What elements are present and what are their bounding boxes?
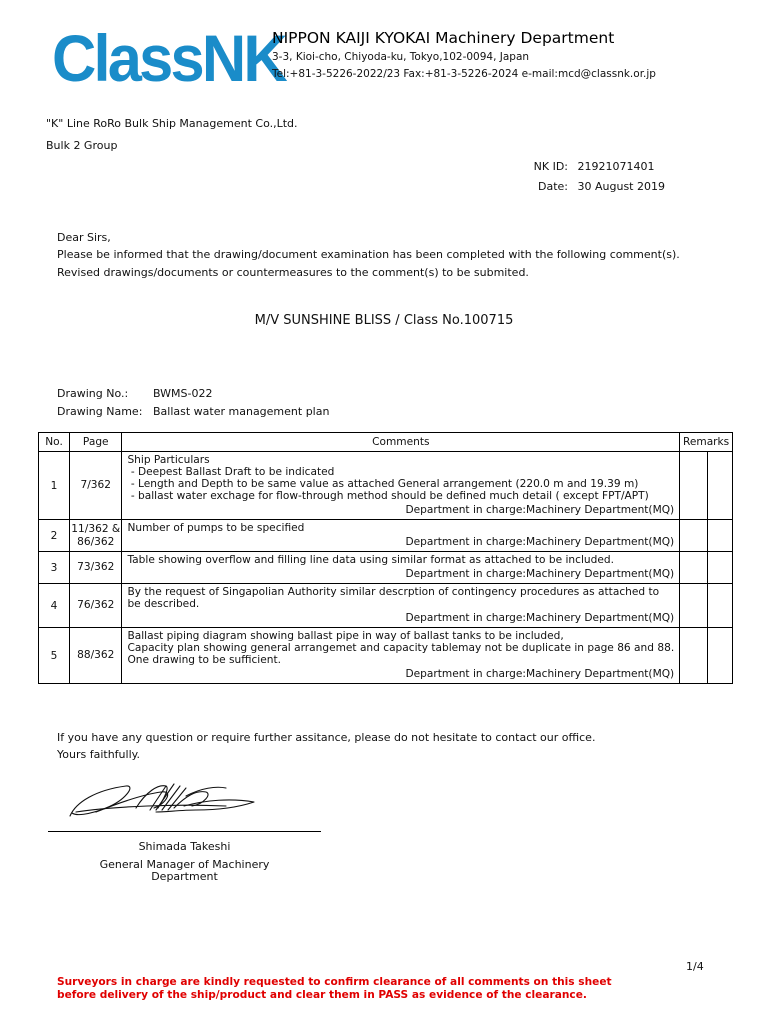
row-remarks-1 [680, 628, 708, 684]
table-header-row [39, 433, 733, 452]
row-remarks-1 [680, 452, 708, 520]
row-remarks-1 [680, 520, 708, 552]
row-page [70, 584, 122, 628]
row-remarks-2 [708, 520, 733, 552]
comment-rows [39, 452, 733, 684]
comment-line: Ballast piping diagram showing ballast pipe in way of ballast tanks to be included, [127, 630, 564, 642]
signature-line [48, 831, 321, 832]
row-remarks-2 [708, 552, 733, 584]
row-page-line: 7/362 [80, 479, 112, 491]
comment-line: Ship Particulars [127, 454, 210, 466]
row-page-line: 76/362 [77, 599, 115, 611]
header-no: No. [39, 433, 70, 452]
row-remarks-2 [708, 452, 733, 520]
date-row [500, 180, 710, 193]
comment-line: One drawing to be sufficient. [127, 654, 281, 666]
comment-line: - Length and Depth to be same value as attached General arrangement (220.0 m and 19.39 m) [127, 478, 639, 490]
row-no: 5 [39, 628, 70, 684]
department-in-charge: Department in charge:Machinery Department(MQ) [405, 536, 675, 548]
header-comments: Comments [122, 433, 680, 452]
closing-line-1: If you have any question or require further assitance, please do not hesitate to contact our office. [57, 731, 596, 744]
row-remarks-2 [708, 628, 733, 684]
row-no: 4 [39, 584, 70, 628]
letter-line-1: Please be informed that the drawing/document examination has been completed with the following comment(s). [57, 248, 680, 261]
surveyor-notice-line-1: Surveyors in charge are kindly requested to confirm clearance of all comments on this sheet [57, 976, 612, 988]
page-number: 1/4 [686, 960, 704, 973]
letter-line-2: Revised drawings/documents or countermeasures to the comment(s) to be submited. [57, 266, 529, 279]
row-no: 1 [39, 452, 70, 520]
department-in-charge: Department in charge:Machinery Department(MQ) [405, 668, 675, 680]
department-in-charge: Department in charge:Machinery Department(MQ) [405, 612, 675, 624]
row-page [70, 520, 122, 552]
signatory-title-line-1: General Manager of Machinery [99, 858, 270, 871]
surveyor-notice [57, 976, 612, 1001]
row-comment [122, 584, 680, 628]
organization-address: 3-3, Kioi-cho, Chiyoda-ku, Tokyo,102-0094, Japan [272, 51, 530, 63]
department-in-charge: Department in charge:Machinery Department(MQ) [405, 504, 675, 516]
nk-id-row [500, 160, 710, 173]
comment-line: - Deepest Ballast Draft to be indicated [127, 466, 335, 478]
nk-id-label: NK ID: [533, 160, 568, 173]
row-page-line: 11/362 & [71, 522, 121, 535]
table-row [39, 584, 733, 628]
row-page-line: 86/362 [77, 535, 115, 548]
header-page: Page [70, 433, 122, 452]
comment-line: Table showing overflow and filling line data using similar format as attached to be included. [127, 554, 614, 566]
comment-line: be described. [127, 598, 200, 610]
date-value: 30 August 2019 [577, 180, 665, 193]
table-row [39, 628, 733, 684]
row-comment [122, 520, 680, 552]
row-no: 3 [39, 552, 70, 584]
recipient-company: "K" Line RoRo Bulk Ship Management Co.,Ltd. [46, 117, 298, 130]
organization-name: NIPPON KAIJI KYOKAI Machinery Department [272, 29, 615, 47]
recipient-group: Bulk 2 Group [46, 139, 118, 152]
comments-table [38, 432, 733, 684]
department-in-charge: Department in charge:Machinery Department(MQ) [405, 568, 675, 580]
classnk-logo: ClassNK [52, 21, 285, 95]
row-page-line: 88/362 [77, 649, 115, 661]
row-remarks-2 [708, 584, 733, 628]
organization-contact: Tel:+81-3-5226-2022/23 Fax:+81-3-5226-2024 e-mail:mcd@classnk.or.jp [272, 68, 656, 80]
row-page-line: 73/362 [77, 561, 115, 573]
row-page [70, 552, 122, 584]
drawing-name-label: Drawing Name: [57, 405, 143, 418]
signatory-name: Shimada Takeshi [138, 840, 231, 853]
table-row [39, 452, 733, 520]
row-comment [122, 628, 680, 684]
date-label: Date: [538, 180, 568, 193]
table-row [39, 552, 733, 584]
drawing-no: BWMS-022 [153, 387, 213, 400]
row-remarks-1 [680, 584, 708, 628]
ship-title: M/V SUNSHINE BLISS / Class No.100715 [254, 313, 514, 328]
drawing-name: Ballast water management plan [153, 405, 330, 418]
closing-line-2: Yours faithfully. [57, 748, 141, 761]
surveyor-notice-line-2: before delivery of the ship/product and clear them in PASS as evidence of the clearance. [57, 988, 587, 1001]
row-comment [122, 452, 680, 520]
row-comment [122, 552, 680, 584]
nk-id-value: 21921071401 [577, 160, 655, 173]
comment-line: By the request of Singapolian Authority similar descrption of contingency procedures as attached to [127, 586, 660, 598]
signatory-title-line-2: Department [151, 870, 218, 883]
salutation: Dear Sirs, [57, 231, 111, 244]
table-row [39, 520, 733, 552]
row-remarks-1 [680, 552, 708, 584]
comment-line: - ballast water exchage for flow-through method should be defined much detail ( except FPT/APT) [127, 490, 649, 502]
comment-line: Number of pumps to be specified [127, 522, 305, 534]
row-page [70, 628, 122, 684]
drawing-no-label: Drawing No.: [57, 387, 129, 400]
row-page [70, 452, 122, 520]
header-remarks: Remarks [680, 433, 733, 452]
row-no: 2 [39, 520, 70, 552]
comment-line: Capacity plan showing general arrangemet and capacity tablemay not be duplicate in page 86 and 88. [127, 642, 675, 654]
handwritten-signature [66, 772, 262, 828]
